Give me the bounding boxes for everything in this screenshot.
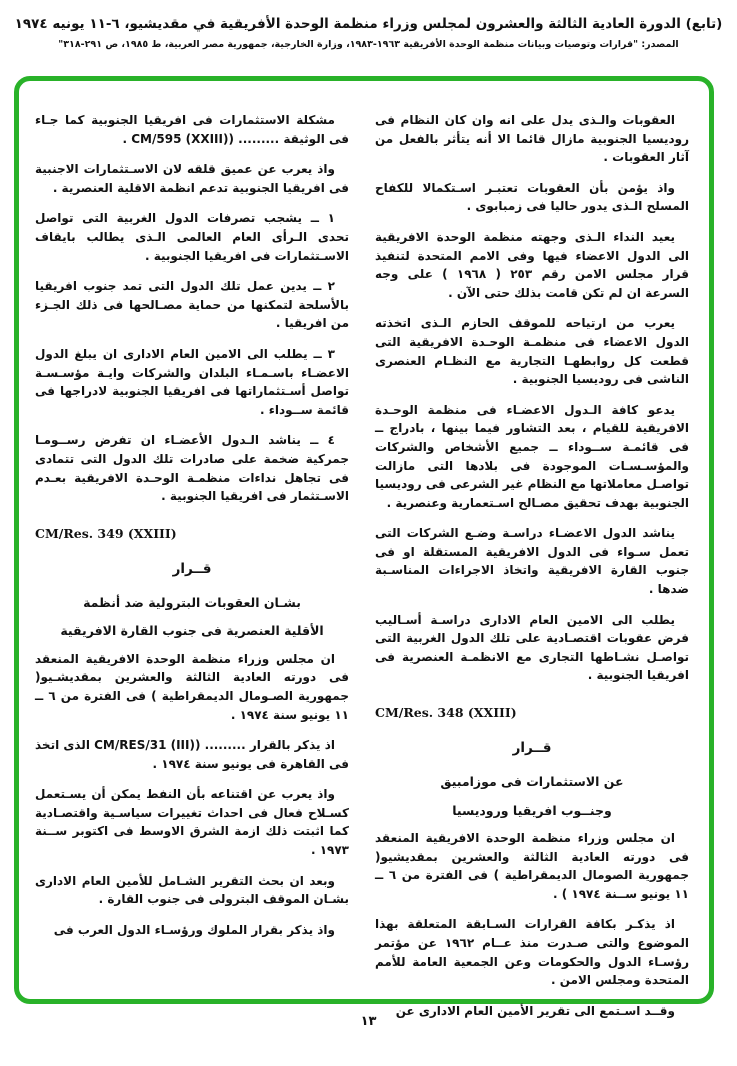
resolution-ref: CM/Res. 348 (XXIII): [375, 705, 517, 721]
paragraph: واذ يعرب عن عميق قلقه لان الاسـتثمارات الاجنبية فى افريقيا الجنوبية تدعم انظمة الاقلية العنصرية .: [35, 162, 349, 195]
content-columns: [19, 81, 709, 1018]
paragraph: ان مجلس وزراء منظمة الوحدة الافريقية المنعقد فى دورته العادية الثالثة والعشرين بمقديشـيو( جمهورية الصـومال الديمقراطية ) فى الفترة من ٦ ــ ١١ يونيو سنة ١٩٧٤ .: [35, 651, 349, 722]
paragraph: ٣ ــ يطلب الى الامين العام الادارى ان يبلغ الدول الاعضـاء باسـمـاء البلدان والشركات وايـة مؤسـسـة تواصل أسـتثماراتها فى افريقيا الجنوبية لادراجها فى قائمة ســوداء .: [35, 346, 349, 417]
header-source: المصدر: "قرارات وتوصيات وبيانات منظمة الوحدة الأفريقية ١٩٦٣-١٩٨٣، وزارة الخارجية، جمهورية مصر العربية، ط ١٩٨٥، ص ٢٩١-٣١٨": [58, 39, 679, 50]
header-title: (تابع) الدورة العادية الثالثة والعشرون لمجلس وزراء منظمة الوحدة الأفريقية في مقديشيو، ٦-١١ يونيه ١٩٧٤: [14, 16, 723, 32]
paragraph: ٤ ــ يناشد الـدول الأعضـاء ان تفرض رســومـا جمركية ضخمة على صادرات تلك الدول التى تتمادى فى تجاهل نداءات منظمـة الوحـدة الافريقية بعـدم الاسـتثمار فى افريقيا الجنوبية .: [35, 433, 349, 504]
resolution-title: قــرار: [172, 561, 212, 578]
page-number: ١٣: [360, 1014, 377, 1029]
paragraph: اذ يذكـر بكافة القرارات السـابقة المتعلقة بهذا الموضوع والتى صـدرت منذ عــام ١٩٦٢ عن مؤتمر رؤسـاء الدول والحكومات وعن الجمعية العامة للأمم المتحدة ومجلس الامن .: [375, 917, 689, 988]
resolution-subtitle: بشـان العقوبات البترولية ضد أنظمة: [83, 594, 301, 610]
paragraph: واذ يؤمن بأن العقوبات تعتبـر اسـتكمالا للكفاح المسلح الـذى يدور حاليا فى زمبابوى .: [375, 180, 689, 214]
paragraph: يناشد الدول الاعضـاء دراسـة وضـع الشركات التى تعمل سـواء فى الدول الافريقية المستقلة او فى جنوب القارة الافريقية واتخاذ الاجراءات المناسـبة ضدها .: [375, 526, 689, 597]
column-left: [35, 111, 349, 999]
paragraph: اذ يذكر بالقرار ......... (CM/RES/31 (III) الذى اتخذ فى القاهرة فى يونيو سنة ١٩٧٤ .: [35, 738, 349, 771]
paragraph: يدعو كافة الـدول الاعضـاء فى منظمة الوحـدة الافريقية للقيام ، بعد التشاور فيما بينها ، بادراج ــ فى قائمـة ســوداء ــ جميع الأشخاص والشركات والمؤسـسـات الموجودة فى بلادها التى مازالت تواصـل معاملاتها مع النظام غير الشرعى فى روديسيا الجنوبية بهدف تحقيق مصـالح اسـتعمارية وعنصرية .: [375, 402, 689, 510]
paragraph: يطلب الى الامين العام الادارى دراسـة أسـاليب فرض عقوبات اقتصـادية على تلك الدول الغربية التى تواصـل نشـاطها التجارى مع الانظمـة العنصرية فى افريقيا الجنوبية .: [375, 612, 689, 683]
paragraph: ٢ ــ يدين عمل تلك الدول التى تمد جنوب افريقيا بالأسلحة لتمكنها من حماية مصـالحها فى ذلك الجـزء من افريقيا .: [35, 279, 349, 331]
paragraph: يعيد النداء الـذى وجهته منظمة الوحدة الافريقية الى الدول الاعضاء فيها وفى الامم المتحدة لتنفيذ قرار مجلس الامن رقم ٢٥٣ ( ١٩٦٨ ) على وجه السرعة ان لم تكن قامت بذلك حتى الآن .: [375, 229, 689, 300]
paragraph: وبعد ان بحث التقرير الشـامل للأمين العام الادارى بشـان الموقف البترولى فى جنوب القارة .: [35, 873, 349, 907]
resolution-ref: CM/Res. 349 (XXIII): [35, 525, 177, 541]
column-right: [375, 111, 689, 1018]
paragraph: وقــد اسـتمع الى تقرير الأمين العام الادارى عن: [395, 1003, 675, 1018]
paragraph: واذ يذكر بقرار الملوك ورؤسـاء الدول العرب فى: [53, 922, 335, 937]
content-frame: [14, 76, 714, 1018]
paragraph: يعرب من ارتياحه للموقف الحازم الـذى اتخذته الدول الاعضاء فى منظمـة الوحـدة الافريقية التى قطعت كل روابطهـا التجارية مع النظـام العنصرى الناشى فى روديسيا الجنوبية .: [375, 316, 689, 387]
resolution-subtitle: الأقلية العنصرية فى جنوب القارة الافريقية: [60, 623, 324, 639]
resolution-subtitle: عن الاستثمارات فى موزامبيق: [440, 774, 624, 790]
paragraph: ١ ــ يشجب تصرفات الدول الغربية التى تواصل تحدى الـرأى العام العالمى الـذى يطالب بايقاف الاسـتثمارات فى افريقيا الجنوبية .: [35, 211, 349, 263]
paragraph: العقوبات والـذى يدل على انه وان كان النظام فى روديسيا الجنوبية مازال قائما الا أنه يتأثر بالفعل من آثار العقوبات .: [375, 113, 689, 165]
paragraph: ان مجلس وزراء منظمة الوحدة الافريقية المنعقد فى دورته العادية الثالثة والعشرين بمقديشيو( جمهورية الصومال الديمقراطية ) فى الفترة من ٦ ــ ١١ يونيو ســنة ١٩٧٤ ) .: [375, 831, 689, 901]
paragraph: مشكلة الاستثمارات فى افريقيا الجنوبية كما جـاء فى الوثيقة ......... (CM/595 (XXIII) .: [35, 113, 349, 146]
paragraph: واذ يعرب عن اقتناعه بأن النفط يمكن أن يسـتعمل كسـلاح فعال فى احداث تغييرات سياسـية واقتصـادية كما اثبتت ذلك ازمة الشرق الاوسط فى اكتوبر ســنة ١٩٧٣ .: [35, 787, 349, 858]
resolution-title: قــرار: [512, 740, 552, 757]
page-header: [8, 16, 729, 50]
resolution-subtitle: وجنــوب افريقيا وروديسيا: [452, 802, 612, 818]
